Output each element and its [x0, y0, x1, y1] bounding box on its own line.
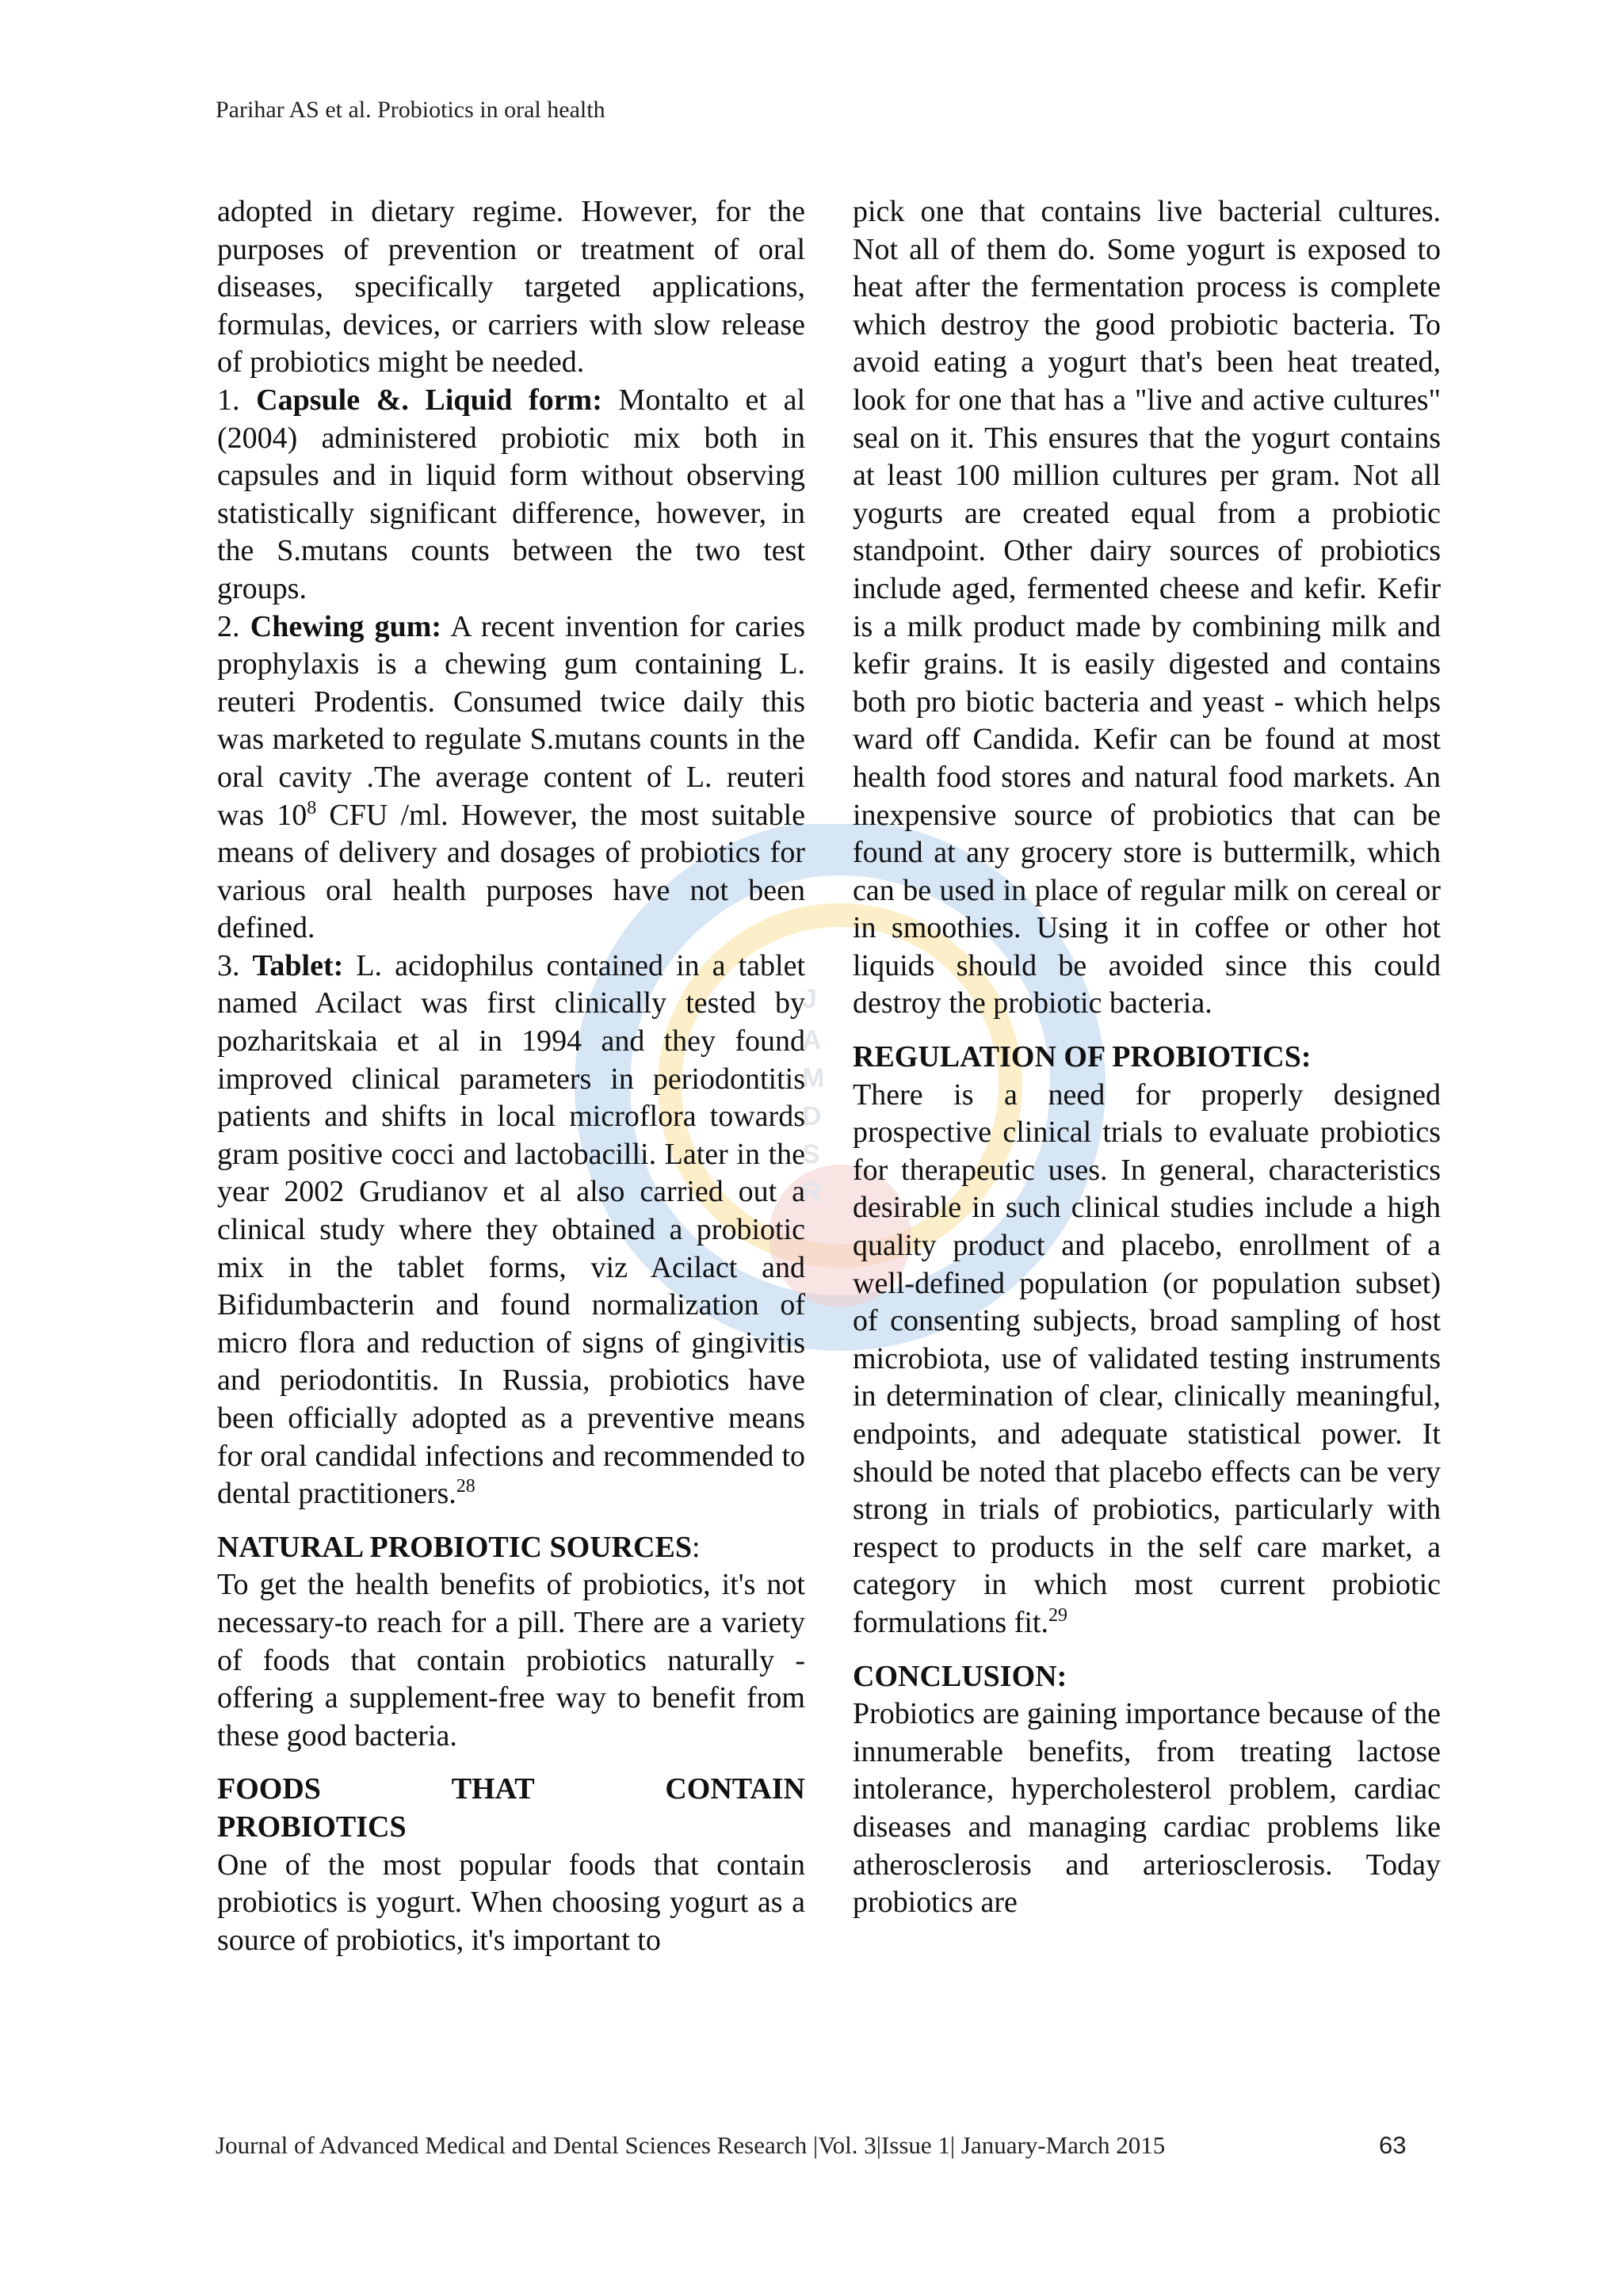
heading-text: NATURAL PROBIOTIC SOURCES [217, 1530, 692, 1564]
list-item-title: Chewing gum: [250, 609, 442, 643]
superscript-exponent: 8 [307, 797, 317, 818]
list-item-number: 3. [217, 948, 240, 982]
list-item-capsule [217, 382, 805, 608]
page-number: 63 [1379, 2131, 1407, 2159]
section-heading-regulation: REGULATION OF PROBIOTICS: [853, 1040, 1312, 1074]
left-column [217, 193, 805, 1959]
running-head: Parihar AS et al. Probiotics in oral health [216, 97, 605, 123]
list-item-text: A recent invention for caries prophylaxis is a chewing gum containing L. reuteri Prodentis. Consumed twice daily this was marketed to regulate S.mutans counts in the oral cavity .The average content of L. reuteri was 10 [217, 609, 805, 832]
list-item-number: 1. [217, 383, 240, 417]
section-heading-foods: FOODS THAT CONTAIN [217, 1772, 805, 1806]
section-heading-conclusion: CONCLUSION: [853, 1659, 1067, 1693]
list-item-chewing-gum [217, 608, 805, 948]
list-item-text: Montalto et al (2004) administered probiotic mix both in capsules and in liquid form without observing statistically significant difference, however, in the S.mutans counts between the two test groups. [217, 383, 806, 605]
list-item-title: Capsule &. Liquid form: [256, 383, 602, 417]
watermark-letter-m: M [802, 1063, 825, 1093]
natural-sources-paragraph: To get the health benefits of probiotics, it's not necessary-to reach for a pill. There are a variety of foods that contain probiotics naturally - offering a supplement-free way to benefit from these good bacteria. [217, 1568, 805, 1753]
list-item-title: Tablet: [252, 948, 344, 982]
intro-paragraph: adopted in dietary regime. However, for the purposes of prevention or treatment of oral diseases, specifically targeted applications, formulas, devices, or carriers with slow release of probiotics might be needed. [217, 195, 805, 379]
watermark-letter-a: A [802, 1025, 822, 1055]
yogurt-paragraph: pick one that contains live bacterial cultures. Not all of them do. Some yogurt is exposed to heat after the fermentation process is complete which destroy the good probiotic bacteria. To avoid eating a yogurt that's been heat treated, look for one that has a "live and active cultures" seal on it. This ensures that the yogurt contains at least 100 million cultures per gram. Not all yogurts are created equal from a probiotic standpoint. Other dairy sources of probiotics include aged, fermented cheese and kefir. Kefir is a milk product made by combining milk and kefir grains. It is easily digested and contains both pro biotic bacteria and yeast - which helps ward off Candida. Kefir can be found at most health food stores and natural food markets. An inexpensive source of probiotics that can be found at any grocery store is buttermilk, which can be used in place of regular milk on cereal or in smoothies. Using it in coffee or other hot liquids should be avoided since this could destroy the probiotic bacteria. [853, 195, 1441, 1020]
section-heading-natural-sources [217, 1529, 805, 1567]
reference-citation: 29 [1048, 1604, 1067, 1626]
journal-footer: Journal of Advanced Medical and Dental Sciences Research |Vol. 3|Issue 1| January-March 2015 [216, 2131, 1166, 2159]
watermark-letter-s: S [802, 1139, 820, 1169]
right-column [853, 193, 1441, 1922]
watermark-letter-j: J [802, 984, 817, 1014]
watermark-letter-d: D [802, 1101, 822, 1131]
reference-citation: 28 [456, 1476, 475, 1497]
heading-colon: : [691, 1530, 701, 1564]
section-heading-foods-line2: PROBIOTICS [217, 1810, 407, 1844]
watermark-letter-r: R [802, 1177, 822, 1207]
foods-paragraph: One of the most popular foods that contain probiotics is yogurt. When choosing yogurt as a source of probiotics, it's important to [217, 1848, 805, 1957]
list-item-text: L. acidophilus contained in a tablet named Acilact was first clinically tested by pozharitskaia et al in 1994 and they found improved clinical parameters in periodontitis patients and shifts in local microflora towards gram positive cocci and lactobacilli. Later in the year 2002 Grudianov et al also carried out a clinical study where they obtained a probiotic mix in the tablet forms, viz Acilact and Bifidumbacterin and found normalization of micro flora and reduction of signs of gingivitis and periodontitis. In Russia, probiotics have been officially adopted as a preventive means for oral candidal infections and recommended to dental practitioners. [217, 948, 805, 1511]
list-item-number: 2. [217, 609, 240, 643]
list-item-text-continued: CFU /ml. However, the most suitable means of delivery and dosages of probiotics for various oral health purposes have not been defined. [217, 798, 805, 945]
regulation-text: There is a need for properly designed prospective clinical trials to evaluate probiotics for therapeutic uses. In general, characteristics desirable in such clinical studies include a high quality product and placebo, enrollment of a well-defined population (or population subset) of consenting subjects, broad sampling of host microbiota, use of validated testing instruments in determination of clear, clinically meaningful, endpoints, and adequate statistical power. It should be noted that placebo effects can be very strong in trials of probiotics, particularly with respect to products in the self care market, a category in which most current probiotic formulations fit. [853, 1077, 1441, 1639]
list-item-tablet [217, 948, 805, 1513]
conclusion-paragraph: Probiotics are gaining importance because of the innumerable benefits, from treating lactose intolerance, hypercholesterol problem, cardiac diseases and managing cardiac problems like atherosclerosis and arteriosclerosis. Today probiotics are [853, 1697, 1441, 1920]
regulation-paragraph [853, 1077, 1441, 1642]
